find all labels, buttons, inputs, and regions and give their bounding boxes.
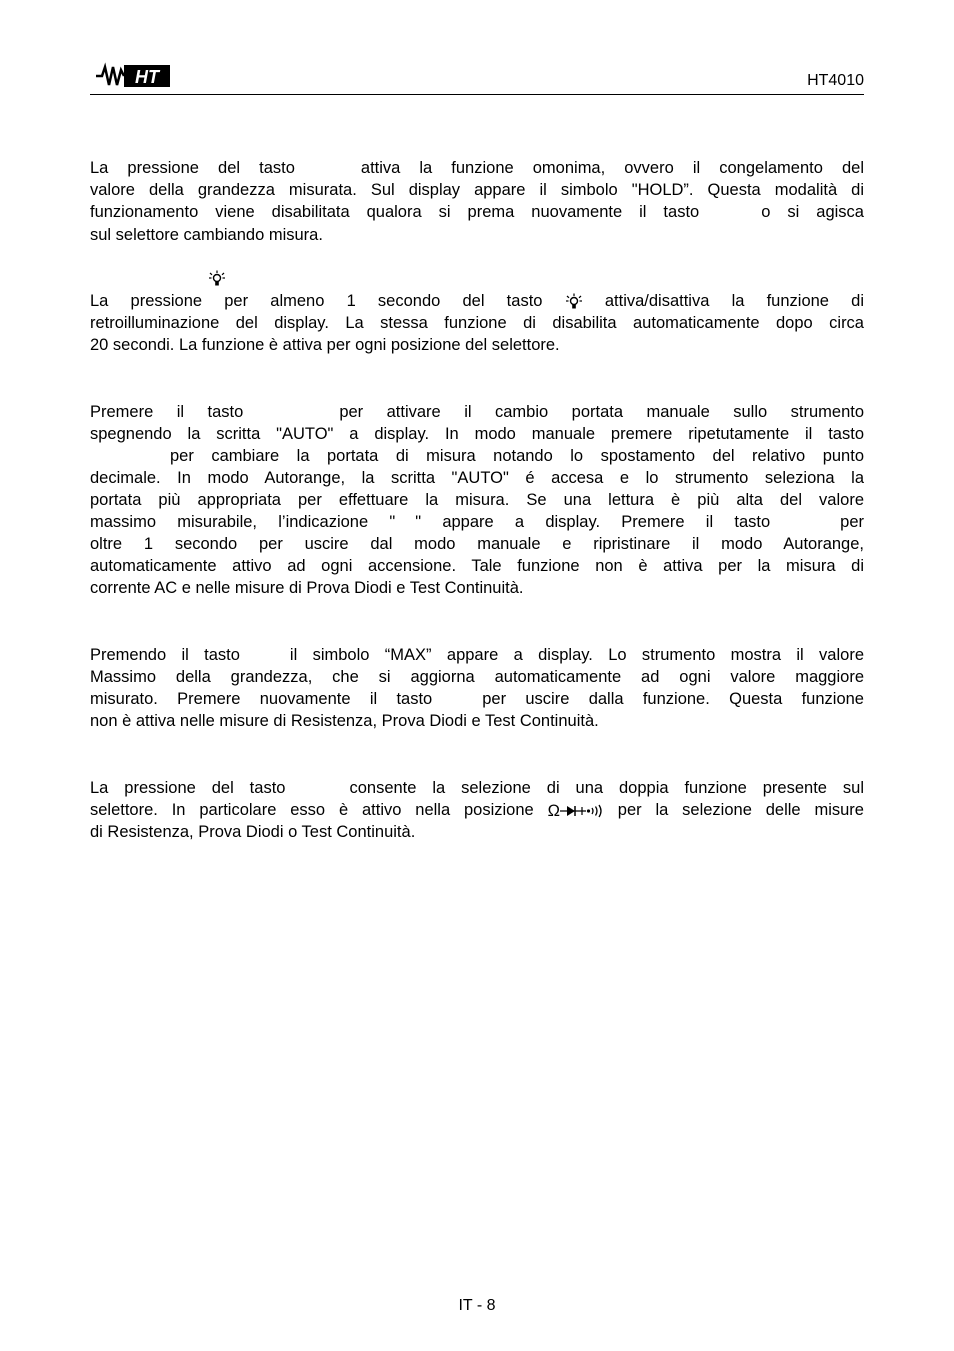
model-name: HT4010 [807, 72, 864, 89]
func-section [90, 777, 864, 843]
max-line-1: Premendo il tasto il simbolo “MAX” appare a display. Lo strumento mostra il valore [90, 646, 864, 664]
range-line-6: massimo misurabile, l’indicazione " " appare a display. Premere il tasto per [90, 513, 864, 531]
max-line-3: misurato. Premere nuovamente il tasto per uscire dalla funzione. Questa funzione [90, 690, 864, 708]
hold-line-4: sul selettore cambiando misura. [90, 226, 323, 244]
bulb-icon [565, 293, 583, 311]
bulb-icon [208, 270, 226, 288]
func-line-1: La pressione del tasto consente la selezione di una doppia funzione presente sul [90, 779, 864, 797]
max-line-4: non è attiva nelle misure di Resistenza, Prova Diodi e Test Continuità. [90, 712, 599, 730]
hold-line-3: funzionamento viene disabilitata qualora si prema nuovamente il tasto o si agisca [90, 203, 864, 221]
diode-icon [560, 804, 586, 818]
hold-section [90, 157, 864, 246]
range-line-5: portata più appropriata per effettuare la misura. Se una lettura è più alta del valore [90, 491, 864, 509]
continuity-icon [586, 804, 604, 818]
backlight-section [90, 290, 864, 356]
range-line-1: Premere il tasto per attivare il cambio portata manuale sullo strumento [90, 403, 864, 421]
range-line-2: spegnendo la scritta "AUTO" a display. In modo manuale premere ripetutamente il tasto [90, 425, 864, 443]
page-number: IT - 8 [458, 1297, 496, 1314]
ohm-diode-continuity-icon [548, 800, 604, 821]
backlight-line-1: La pressione per almeno 1 secondo del tasto attiva/disattiva la funzione di [90, 292, 864, 310]
hold-line-1: La pressione del tasto attiva la funzione omonima, ovvero il congelamento del [90, 159, 864, 177]
hold-line-2: valore della grandezza misurata. Sul display appare il simbolo "HOLD”. Questa modalità di [90, 181, 864, 199]
range-line-8: automaticamente attivo ad ogni accensione. Tale funzione non è attiva per la misura di [90, 557, 864, 575]
backlight-line-3: 20 secondi. La funzione è attiva per ogni posizione del selettore. [90, 336, 560, 354]
ht-logo [94, 62, 174, 90]
max-section [90, 644, 864, 732]
range-section [90, 401, 864, 599]
func-line-2: selettore. In particolare esso è attivo nella posizione Ω per la selezione delle misure [90, 801, 864, 820]
range-line-3: per cambiare la portata di misura notando lo spostamento del relativo punto [170, 447, 864, 465]
ohm-symbol: Ω [547, 801, 560, 820]
backlight-line-2: retroilluminazione del display. La stessa funzione di disabilita automaticamente dopo circa [90, 314, 864, 332]
max-line-2: Massimo della grandezza, che si aggiorna automaticamente ad ogni valore maggiore [90, 668, 864, 686]
range-line-4: decimale. In modo Autorange, la scritta "AUTO" é accesa e lo strumento seleziona la [90, 469, 864, 487]
range-line-9: corrente AC e nelle misure di Prova Diodi e Test Continuità. [90, 579, 524, 597]
range-line-7: oltre 1 secondo per uscire dal modo manuale e ripristinare il modo Autorange, [90, 535, 864, 553]
func-line-3: di Resistenza, Prova Diodi o Test Continuità. [90, 823, 416, 841]
logo-text: HT [135, 67, 159, 87]
page-header [90, 62, 864, 95]
